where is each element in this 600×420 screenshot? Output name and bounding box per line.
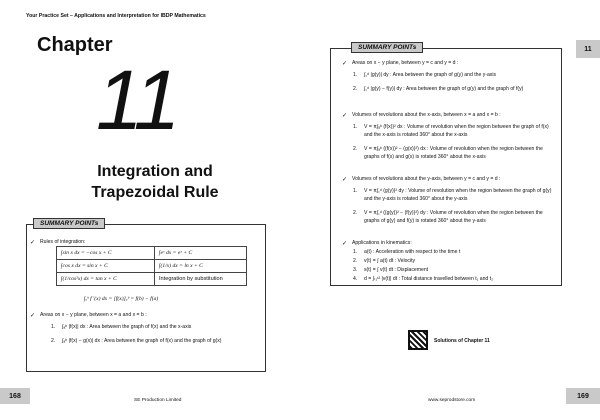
area-y-heading: ✓ Areas on x − y plane, between y = c and y = d :	[342, 60, 459, 67]
summary-label: SUMMARY POINTs	[33, 218, 105, 229]
list-item: 1. V = π∫꜀ᵈ (g(y))² dy : Volume of revolution when the region between the graph of g(y) and the y-axis is rotated 360° about the y-axis	[353, 188, 552, 202]
page-number-right: 169	[566, 388, 600, 404]
checkmark-icon: ✓	[342, 61, 348, 67]
chapter-title	[60, 162, 250, 204]
volume-y-heading: ✓ Volumes of revolutions about the y-axis, between y = c and y = d :	[342, 176, 501, 183]
list-item: 2. V = π∫꜀ᵈ ((g(y))² − (f(y))²) dy : Volume of revolution when the region between the graphs of g(y) and f(y) is rotated 360° about the y-axis	[353, 210, 543, 224]
table-cell: ∫eˣ dx = eˣ + C	[155, 247, 247, 260]
list-item: 1. ∫ₐᵇ |f(x)| dx : Area between the graph of f(x) and the x-axis	[51, 324, 192, 330]
page-number-left: 168	[0, 388, 30, 404]
rules-heading: ✓ Rules of integration:	[30, 239, 86, 246]
footer-right: www.seprodstore.com	[428, 398, 476, 403]
checkmark-icon: ✓	[30, 240, 36, 246]
table-cell: Integration by substitution	[155, 273, 247, 286]
chapter-word: Chapter	[37, 34, 113, 56]
chapter-title-line2: Trapezoidal Rule	[91, 183, 219, 201]
list-item: 4. d = ∫ₜ₁ᵗ² |v(t)| dt : Total distance travelled between t₁ and t₂	[353, 276, 494, 282]
checkmark-icon: ✓	[30, 313, 36, 319]
integration-rules-table	[56, 246, 247, 286]
list-item: 2. v(t) = ∫ a(t) dt : Velocity	[353, 258, 416, 264]
fundamental-theorem: ∫ₐᵇ f ′(x) dx = [f(x)]ₐᵇ = f(b) − f(a)	[84, 296, 159, 302]
table-cell: ∫(1/cos²x) dx = tan x + C	[57, 273, 155, 286]
checkmark-icon: ✓	[342, 177, 348, 183]
volume-x-heading: ✓ Volumes of revolutions about the x-axis, between x = a and x = b :	[342, 112, 501, 119]
list-item: 3. s(t) = ∫ v(t) dt : Displacement	[353, 267, 429, 273]
chapter-number: 11	[96, 53, 178, 147]
list-item: 2. V = π∫ₐᵇ ((f(x))² − (g(x))²) dx : Volume of revolution when the region between the graphs of f(x) and g(x) is rotated 360° about the x-axis	[353, 146, 543, 160]
table-row	[57, 247, 247, 260]
table-cell: ∫cos x dx = sin x + C	[57, 260, 155, 273]
table-cell: ∫sin x dx = −cos x + C	[57, 247, 155, 260]
table-row	[57, 273, 247, 286]
list-item: 1. V = π∫ₐᵇ (f(x))² dx : Volume of revolution when the region between the graph of f(x) and the x-axis is rotated 360° about the x-axis	[353, 124, 549, 138]
table-cell: ∫(1/x) dx = ln x + C	[155, 260, 247, 273]
list-item: 2. ∫ₐᵇ |f(x) − g(x)| dx : Area between the graph of f(x) and the graph of g(x)	[51, 338, 222, 344]
qr-label: Solutions of Chapter 11	[434, 338, 490, 344]
chapter-title-line1: Integration and	[97, 163, 213, 180]
footer-left: SE Production Limited	[134, 398, 182, 403]
checkmark-icon: ✓	[342, 241, 348, 247]
list-item: 1. a(t) : Acceleration with respect to the time t	[353, 249, 461, 255]
checkmark-icon: ✓	[342, 113, 348, 119]
area-x-heading: ✓ Areas on x − y plane, between x = a and x = b :	[30, 312, 147, 319]
list-item: 2. ∫꜀ᵈ |g(y) − f(y)| dy : Area between the graph of g(y) and the graph of f(y)	[353, 86, 524, 92]
kinematics-heading: ✓ Applications in kinematics:	[342, 240, 412, 247]
spread-header: Your Practice Set – Applications and Interpretation for IBDP Mathematics	[26, 13, 206, 19]
summary-label: SUMMARY POINTs	[351, 42, 423, 53]
list-item: 1. ∫꜀ᵈ |g(y)| dy : Area between the graph of g(y) and the y-axis	[353, 72, 497, 78]
chapter-side-tab: 11	[576, 40, 600, 58]
table-row	[57, 260, 247, 273]
qr-code-icon[interactable]	[408, 330, 428, 350]
